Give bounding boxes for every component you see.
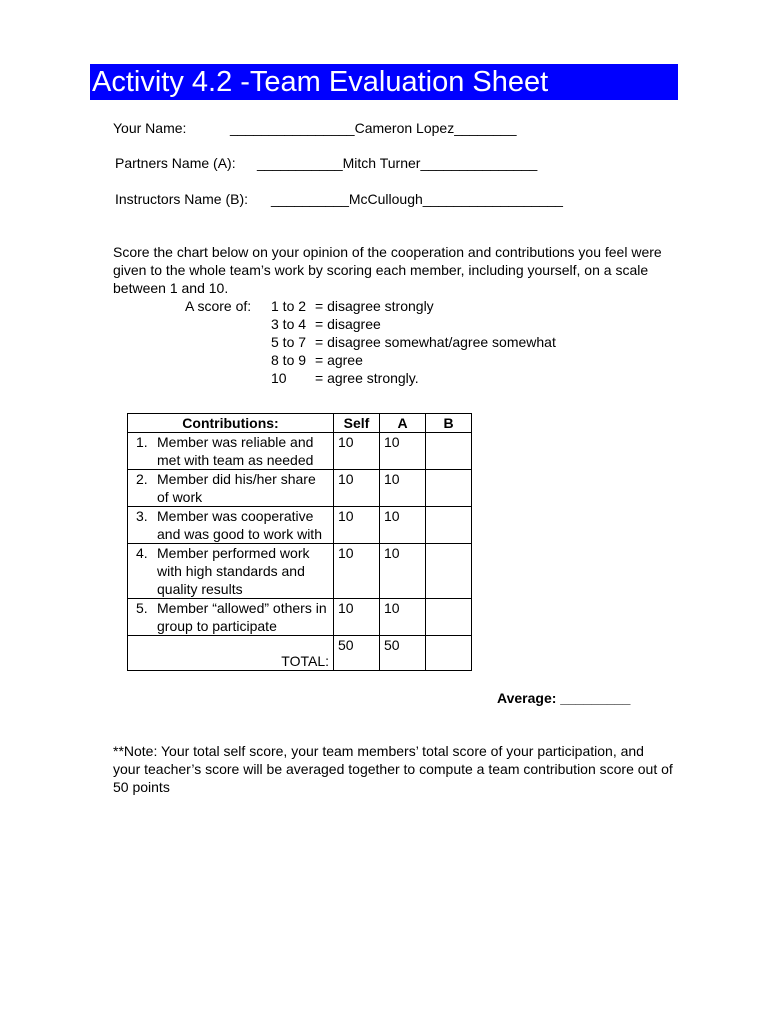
scale-lead: A score of:	[185, 298, 252, 314]
b-score-cell[interactable]	[426, 433, 472, 470]
scale-range: 8 to 9	[271, 352, 307, 368]
total-label: TOTAL:	[128, 636, 334, 671]
scale-meaning: = agree strongly.	[315, 370, 419, 386]
evaluation-table	[127, 413, 472, 671]
scale-range: 3 to 4	[271, 316, 307, 332]
self-score-cell[interactable]: 10	[334, 544, 380, 599]
scale-range: 1 to 2	[271, 298, 307, 314]
header-a: A	[380, 414, 426, 433]
item-number: 5.	[136, 600, 148, 616]
instructor-name-value: __________McCullough__________________	[271, 191, 563, 207]
a-score-cell[interactable]: 10	[380, 544, 426, 599]
b-score-cell[interactable]	[426, 544, 472, 599]
contribution-cell	[128, 433, 334, 470]
your-name-value: ________________Cameron Lopez________	[230, 120, 517, 136]
instructor-name-label: Instructors Name (B):	[115, 191, 249, 207]
table-row	[128, 599, 472, 636]
note-text: **Note: Your total self score, your team members’ total score of your participation, and your teacher’s score will be averaged together to compute a team contribution score out of 50 points	[113, 743, 673, 795]
item-number: 2.	[136, 471, 148, 487]
your-name-label: Your Name:	[113, 120, 187, 136]
header-b: B	[426, 414, 472, 433]
self-score-cell[interactable]: 10	[334, 433, 380, 470]
contribution-cell	[128, 507, 334, 544]
self-score-cell[interactable]: 10	[334, 599, 380, 636]
scale-meaning: = disagree strongly	[315, 298, 434, 314]
self-score-cell[interactable]: 10	[334, 470, 380, 507]
self-total-cell[interactable]: 50	[334, 636, 380, 671]
scale-meaning: = disagree	[315, 316, 381, 332]
a-total-cell[interactable]: 50	[380, 636, 426, 671]
item-number: 1.	[136, 434, 148, 450]
partner-name-field	[115, 155, 537, 171]
instructions-text: Score the chart below on your opinion of the cooperation and contributions you feel were given to the whole team’s work by scoring each member, including yourself, on a scale between 1 and 10.	[113, 244, 662, 296]
instructor-name-field	[115, 191, 563, 207]
a-score-cell[interactable]: 10	[380, 433, 426, 470]
item-text: Member was cooperative and was good to work with	[157, 508, 322, 542]
page-title: Activity 4.2 -Team Evaluation Sheet	[90, 64, 678, 100]
header-contributions: Contributions:	[128, 414, 334, 433]
item-text: Member did his/her share of work	[157, 471, 316, 505]
a-score-cell[interactable]: 10	[380, 599, 426, 636]
item-number: 4.	[136, 545, 148, 561]
scale-range: 5 to 7	[271, 334, 307, 350]
b-total-cell[interactable]	[426, 636, 472, 671]
partner-name-label: Partners Name (A):	[115, 155, 236, 171]
table-header-row	[128, 414, 472, 433]
contribution-cell	[128, 470, 334, 507]
contribution-cell	[128, 599, 334, 636]
b-score-cell[interactable]	[426, 507, 472, 544]
total-row	[128, 636, 472, 671]
your-name-field	[113, 120, 516, 136]
table-row	[128, 507, 472, 544]
item-number: 3.	[136, 508, 148, 524]
scale-range: 10	[271, 370, 287, 386]
a-score-cell[interactable]: 10	[380, 507, 426, 544]
table-row	[128, 433, 472, 470]
item-text: Member was reliable and met with team as needed	[157, 434, 314, 468]
item-text: Member performed work with high standards and quality results	[157, 545, 310, 597]
a-score-cell[interactable]: 10	[380, 470, 426, 507]
b-score-cell[interactable]	[426, 470, 472, 507]
self-score-cell[interactable]: 10	[334, 507, 380, 544]
average-field: Average: _________	[497, 690, 631, 706]
table-row	[128, 544, 472, 599]
header-self: Self	[334, 414, 380, 433]
table-row	[128, 470, 472, 507]
item-text: Member “allowed” others in group to participate	[157, 600, 327, 634]
partner-name-value: ___________Mitch Turner_______________	[257, 155, 538, 171]
scale-meaning: = agree	[315, 352, 363, 368]
scale-meaning: = disagree somewhat/agree somewhat	[315, 334, 556, 350]
contribution-cell	[128, 544, 334, 599]
b-score-cell[interactable]	[426, 599, 472, 636]
